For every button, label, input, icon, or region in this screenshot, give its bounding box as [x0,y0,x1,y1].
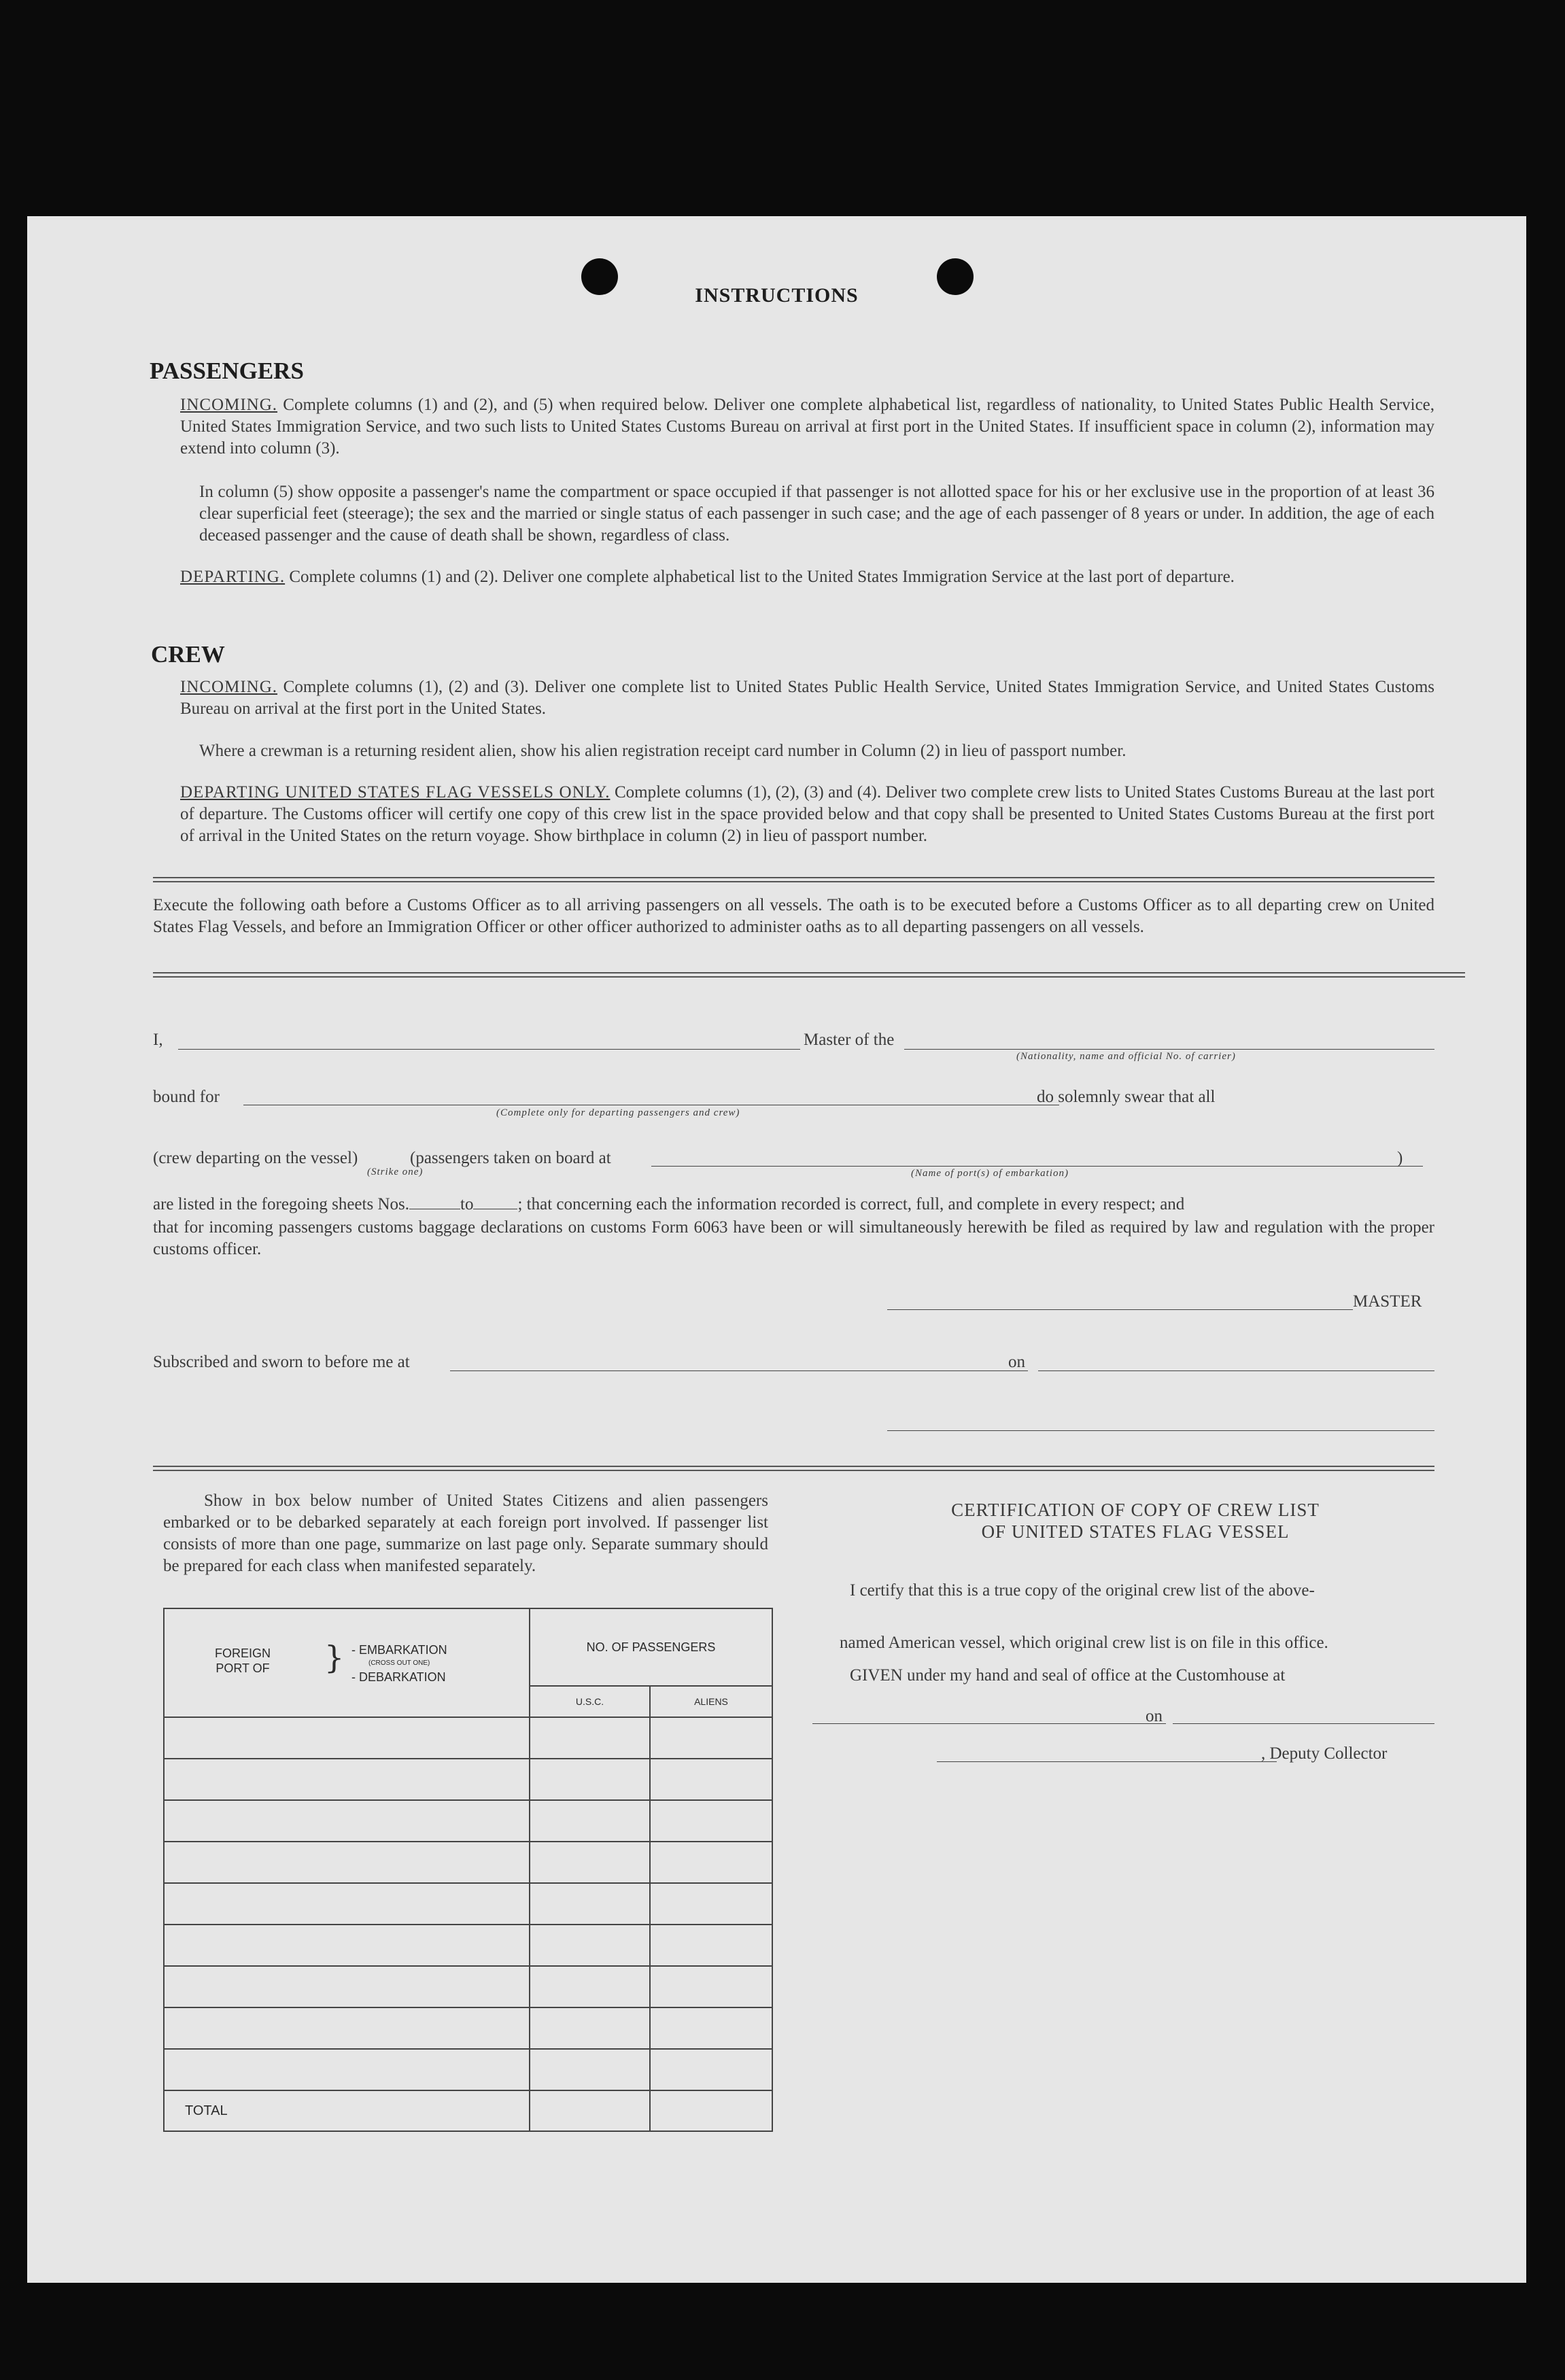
passengers-incoming-label: INCOMING. [180,396,278,414]
usc-header: U.S.C. [530,1686,650,1717]
usc-cell[interactable] [530,1925,650,1966]
certify-line2: named American vessel, which original crew list is on file in this office. [840,1634,1328,1652]
listed-text-continued: that for incoming passengers customs baggage declarations on customs Form 6063 have been or will simultaneously herewith be filed as required by law and regulation with the proper customs officer. [153,1218,1434,1258]
master-of-label: Master of the [804,1031,895,1049]
passengers-heading: PASSENGERS [150,358,304,384]
crew-incoming-text: Complete columns (1), (2) and (3). Deliver one complete list to United States Public Health Service, United States Immigration Service, and United States Customs Bureau on arrival at the first port in the United States. [180,678,1435,718]
double-rule-bottom-b [153,1470,1434,1471]
form-page [27,216,1526,2283]
oath-i-label: I, [153,1031,163,1049]
passengers-incoming-paragraph [180,394,1434,460]
aliens-cell[interactable] [650,1966,772,2007]
aliens-cell[interactable] [650,1925,772,1966]
sworn-date-field[interactable] [1038,1370,1434,1371]
sheet-from-field[interactable] [409,1195,460,1209]
officer-signature-field[interactable] [887,1430,1434,1431]
deputy-collector-label: , Deputy Collector [1261,1744,1388,1763]
usc-cell[interactable] [530,1883,650,1925]
brace-glyph: } [324,1639,345,1676]
master-signature-field[interactable] [887,1309,1353,1310]
carrier-name-field[interactable] [904,1049,1434,1050]
port-cell[interactable] [164,1800,530,1842]
double-rule-top-b [153,881,1434,882]
certification-on-label: on [1146,1707,1163,1725]
passengers-departing-text: Complete columns (1) and (2). Deliver one complete alphabetical list to the United States Immigration Service at the last port of departure. [289,568,1235,586]
passengers-departing-label: DEPARTING. [180,568,286,586]
port-cell[interactable] [164,1717,530,1759]
bound-for-label: bound for [153,1088,220,1106]
master-name-field[interactable] [178,1049,800,1050]
subscribed-label: Subscribed and sworn to before me at [153,1353,410,1371]
port-cell[interactable] [164,1759,530,1800]
close-paren: ) [1397,1149,1403,1167]
crew-departing-text: Complete columns (1), (2), (3) and (4). Deliver two complete crew lists to United States Customs Bureau at the last port of departure. The Customs officer will certify one copy of this crew list in the space provided below and that copy shall be presented to United States Customs Bureau at the first port of arrival in the United States on the return voyage. Show birthplace in column (2) in lieu of passport number. [180,783,1435,845]
aliens-cell[interactable] [650,1717,772,1759]
listed-start: are listed in the foregoing sheets Nos. [153,1195,409,1213]
crew-incoming-paragraph [180,676,1434,720]
strike-one-caption: (Strike one) [367,1167,424,1177]
port-cell[interactable] [164,1883,530,1925]
crew-departing-paragraph [180,782,1434,847]
aliens-cell[interactable] [650,1883,772,1925]
swear-label: do solemnly swear that all [1037,1088,1216,1106]
customhouse-field[interactable] [812,1723,1166,1724]
embarkation-port-field[interactable] [651,1166,1423,1167]
aliens-cell[interactable] [650,1842,772,1883]
oath-instructions: Execute the following oath before a Customs Officer as to all arriving passengers on all vessels. The oath is to be executed before a Customs Officer as to all departing crew on United States Flag Vessels, and before an Immigration Officer or other officer authorized to administer oaths as to all departing passengers on all vessels. [153,896,1434,936]
usc-cell[interactable] [530,2007,650,2049]
crew-incoming-label: INCOMING. [180,678,278,696]
port-cell[interactable] [164,2007,530,2049]
passengers-taken-option: (passengers taken on board at [410,1149,611,1167]
double-rule-mid-a [153,972,1465,973]
crew-resident-paragraph: Where a crewman is a returning resident alien, show his alien registration receipt card number in Column (2) in lieu of passport number. [199,742,1127,760]
double-rule-mid-b [153,976,1465,978]
debarkation-label: - DEBARKATION [351,1670,446,1684]
to-label: to [460,1195,474,1213]
usc-cell[interactable] [530,1717,650,1759]
port-cell[interactable] [164,1966,530,2007]
foreign-port-label: FOREIGN PORT OF [214,1646,271,1675]
master-label: MASTER [1353,1292,1422,1311]
port-cell[interactable] [164,1842,530,1883]
certification-title-line2: OF UNITED STATES FLAG VESSEL [981,1521,1290,1542]
given-text: GIVEN under my hand and seal of office at the Customhouse at [850,1666,1286,1685]
port-cell[interactable] [164,1925,530,1966]
double-rule-top-a [153,877,1434,878]
summary-instructions: Show in box below number of United States Citizens and alien passengers embarked or to be debarked separately at each foreign port involved. If passenger list consists of more than one page, summarize on last page only. Separate summary should be prepared for each class when manifested separately. [163,1491,768,1575]
port-cell[interactable] [164,2049,530,2090]
total-label: TOTAL [164,2090,530,2131]
usc-cell[interactable] [530,1842,650,1883]
page-title: INSTRUCTIONS [695,284,859,307]
sworn-on-label: on [1008,1353,1025,1371]
crew-departing-option: (crew departing on the vessel) [153,1149,358,1167]
certification-title-line1: CERTIFICATION OF COPY OF CREW LIST [951,1500,1320,1520]
aliens-cell[interactable] [650,2049,772,2090]
no-passengers-header: NO. OF PASSENGERS [530,1608,772,1686]
certification-date-field[interactable] [1173,1723,1434,1724]
usc-cell[interactable] [530,1759,650,1800]
certify-line1: I certify that this is a true copy of the original crew list of the above- [850,1581,1315,1600]
crew-heading: CREW [151,641,225,668]
usc-total-cell[interactable] [530,2090,650,2131]
crew-departing-label: DEPARTING UNITED STATES FLAG VESSELS ONLY. [180,783,610,801]
passengers-departing-paragraph [180,566,1434,588]
listed-rest: ; that concerning each the information recorded is correct, full, and complete in every respect; and [517,1195,1185,1213]
aliens-cell[interactable] [650,2007,772,2049]
listed-sheets-line [153,1195,1434,1214]
usc-cell[interactable] [530,1966,650,2007]
deputy-signature-field[interactable] [937,1761,1277,1762]
sheet-to-field[interactable] [473,1195,517,1209]
double-rule-bottom-a [153,1466,1434,1467]
aliens-cell[interactable] [650,1800,772,1842]
usc-cell[interactable] [530,1800,650,1842]
port-caption: (Name of port(s) of embarkation) [911,1168,1069,1179]
aliens-header: ALIENS [650,1686,772,1717]
cross-out-label: (CROSS OUT ONE) [368,1659,430,1667]
passengers-column5-paragraph: In column (5) show opposite a passenger's name the compartment or space occupied if that passenger is not allotted space for his or her exclusive use in the proportion of at least 36 clear superficial feet (steerage); the sex and the married or single status of each passenger in such case; and the age of each passenger of 8 years or under. In addition, the age of each deceased passenger and the cause of death shall be shown, regardless of class. [199,483,1434,545]
embarkation-label: - EMBARKATION [351,1643,447,1657]
usc-cell[interactable] [530,2049,650,2090]
passenger-summary-table [163,1608,773,2132]
departing-caption: (Complete only for departing passengers and crew) [496,1107,740,1118]
aliens-cell[interactable] [650,1759,772,1800]
aliens-total-cell[interactable] [650,2090,772,2131]
nationality-caption: (Nationality, name and official No. of carrier) [1016,1051,1236,1062]
passengers-incoming-text: Complete columns (1) and (2), and (5) when required below. Deliver one complete alphabetical list, regardless of nationality, to United States Public Health Service, United States Immigration Service, and two such lists to United States Customs Bureau on arrival at first port in the United States. If insufficient space in column (2), information may extend into column (3). [180,396,1435,458]
sworn-place-field[interactable] [450,1370,1028,1371]
foreign-port-header [164,1608,530,1717]
